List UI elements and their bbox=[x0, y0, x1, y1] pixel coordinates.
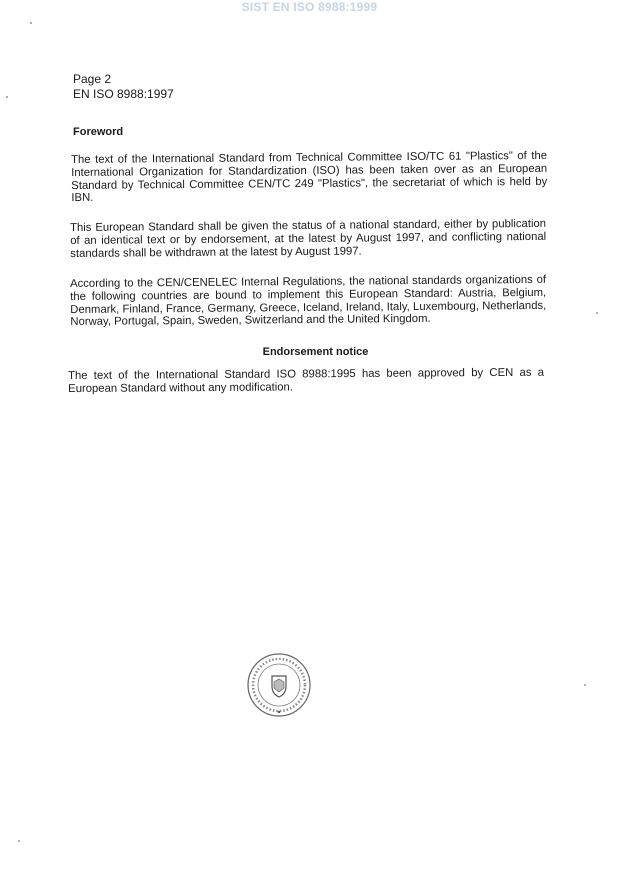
foreword-paragraph-2: This European Standard shall be given the status of a national standard, either by publication of an identical text or by endorsement, at the latest by August 1997, and conflicting national standards shall be withdrawn at the latest by August 1997. bbox=[70, 217, 547, 260]
endorsement-heading: Endorsement notice bbox=[262, 346, 369, 358]
page-header bbox=[73, 72, 174, 102]
scan-speck bbox=[18, 840, 20, 842]
foreword-paragraph-3: According to the CEN/CENELEC Internal Regulations, the national standards organizations of the following countries are bound to implement this European Standard: Austria, Belgium, Denmark, Finland, France, Germany, Greece, Iceland, Ireland, Italy, Luxembourg, Netherlands, Norway, Portugal, Spain, Sweden, Switzerland and the United Kingdom. bbox=[70, 273, 547, 329]
scan-speck bbox=[6, 96, 8, 98]
watermark: SIST EN ISO 8988:1999 bbox=[241, 0, 378, 14]
official-stamp-icon bbox=[246, 652, 312, 718]
scan-speck bbox=[30, 22, 32, 24]
scan-speck bbox=[584, 684, 586, 686]
foreword-heading: Foreword bbox=[73, 126, 124, 138]
page-number: Page 2 bbox=[73, 72, 112, 86]
scan-speck bbox=[596, 312, 598, 314]
standard-number: EN ISO 8988:1997 bbox=[73, 87, 174, 101]
endorsement-paragraph: The text of the International Standard ISO 8988:1995 has been approved by CEN as a European Standard without any modification. bbox=[68, 366, 545, 395]
foreword-paragraph-1: The text of the International Standard from Technical Committee ISO/TC 61 "Plastics" of the International Organization for Standardization (ISO) has been taken over as an European Standard by Technical Committee CEN/TC 249 "Plastics", the secretariat of which is held by IBN. bbox=[71, 149, 548, 205]
